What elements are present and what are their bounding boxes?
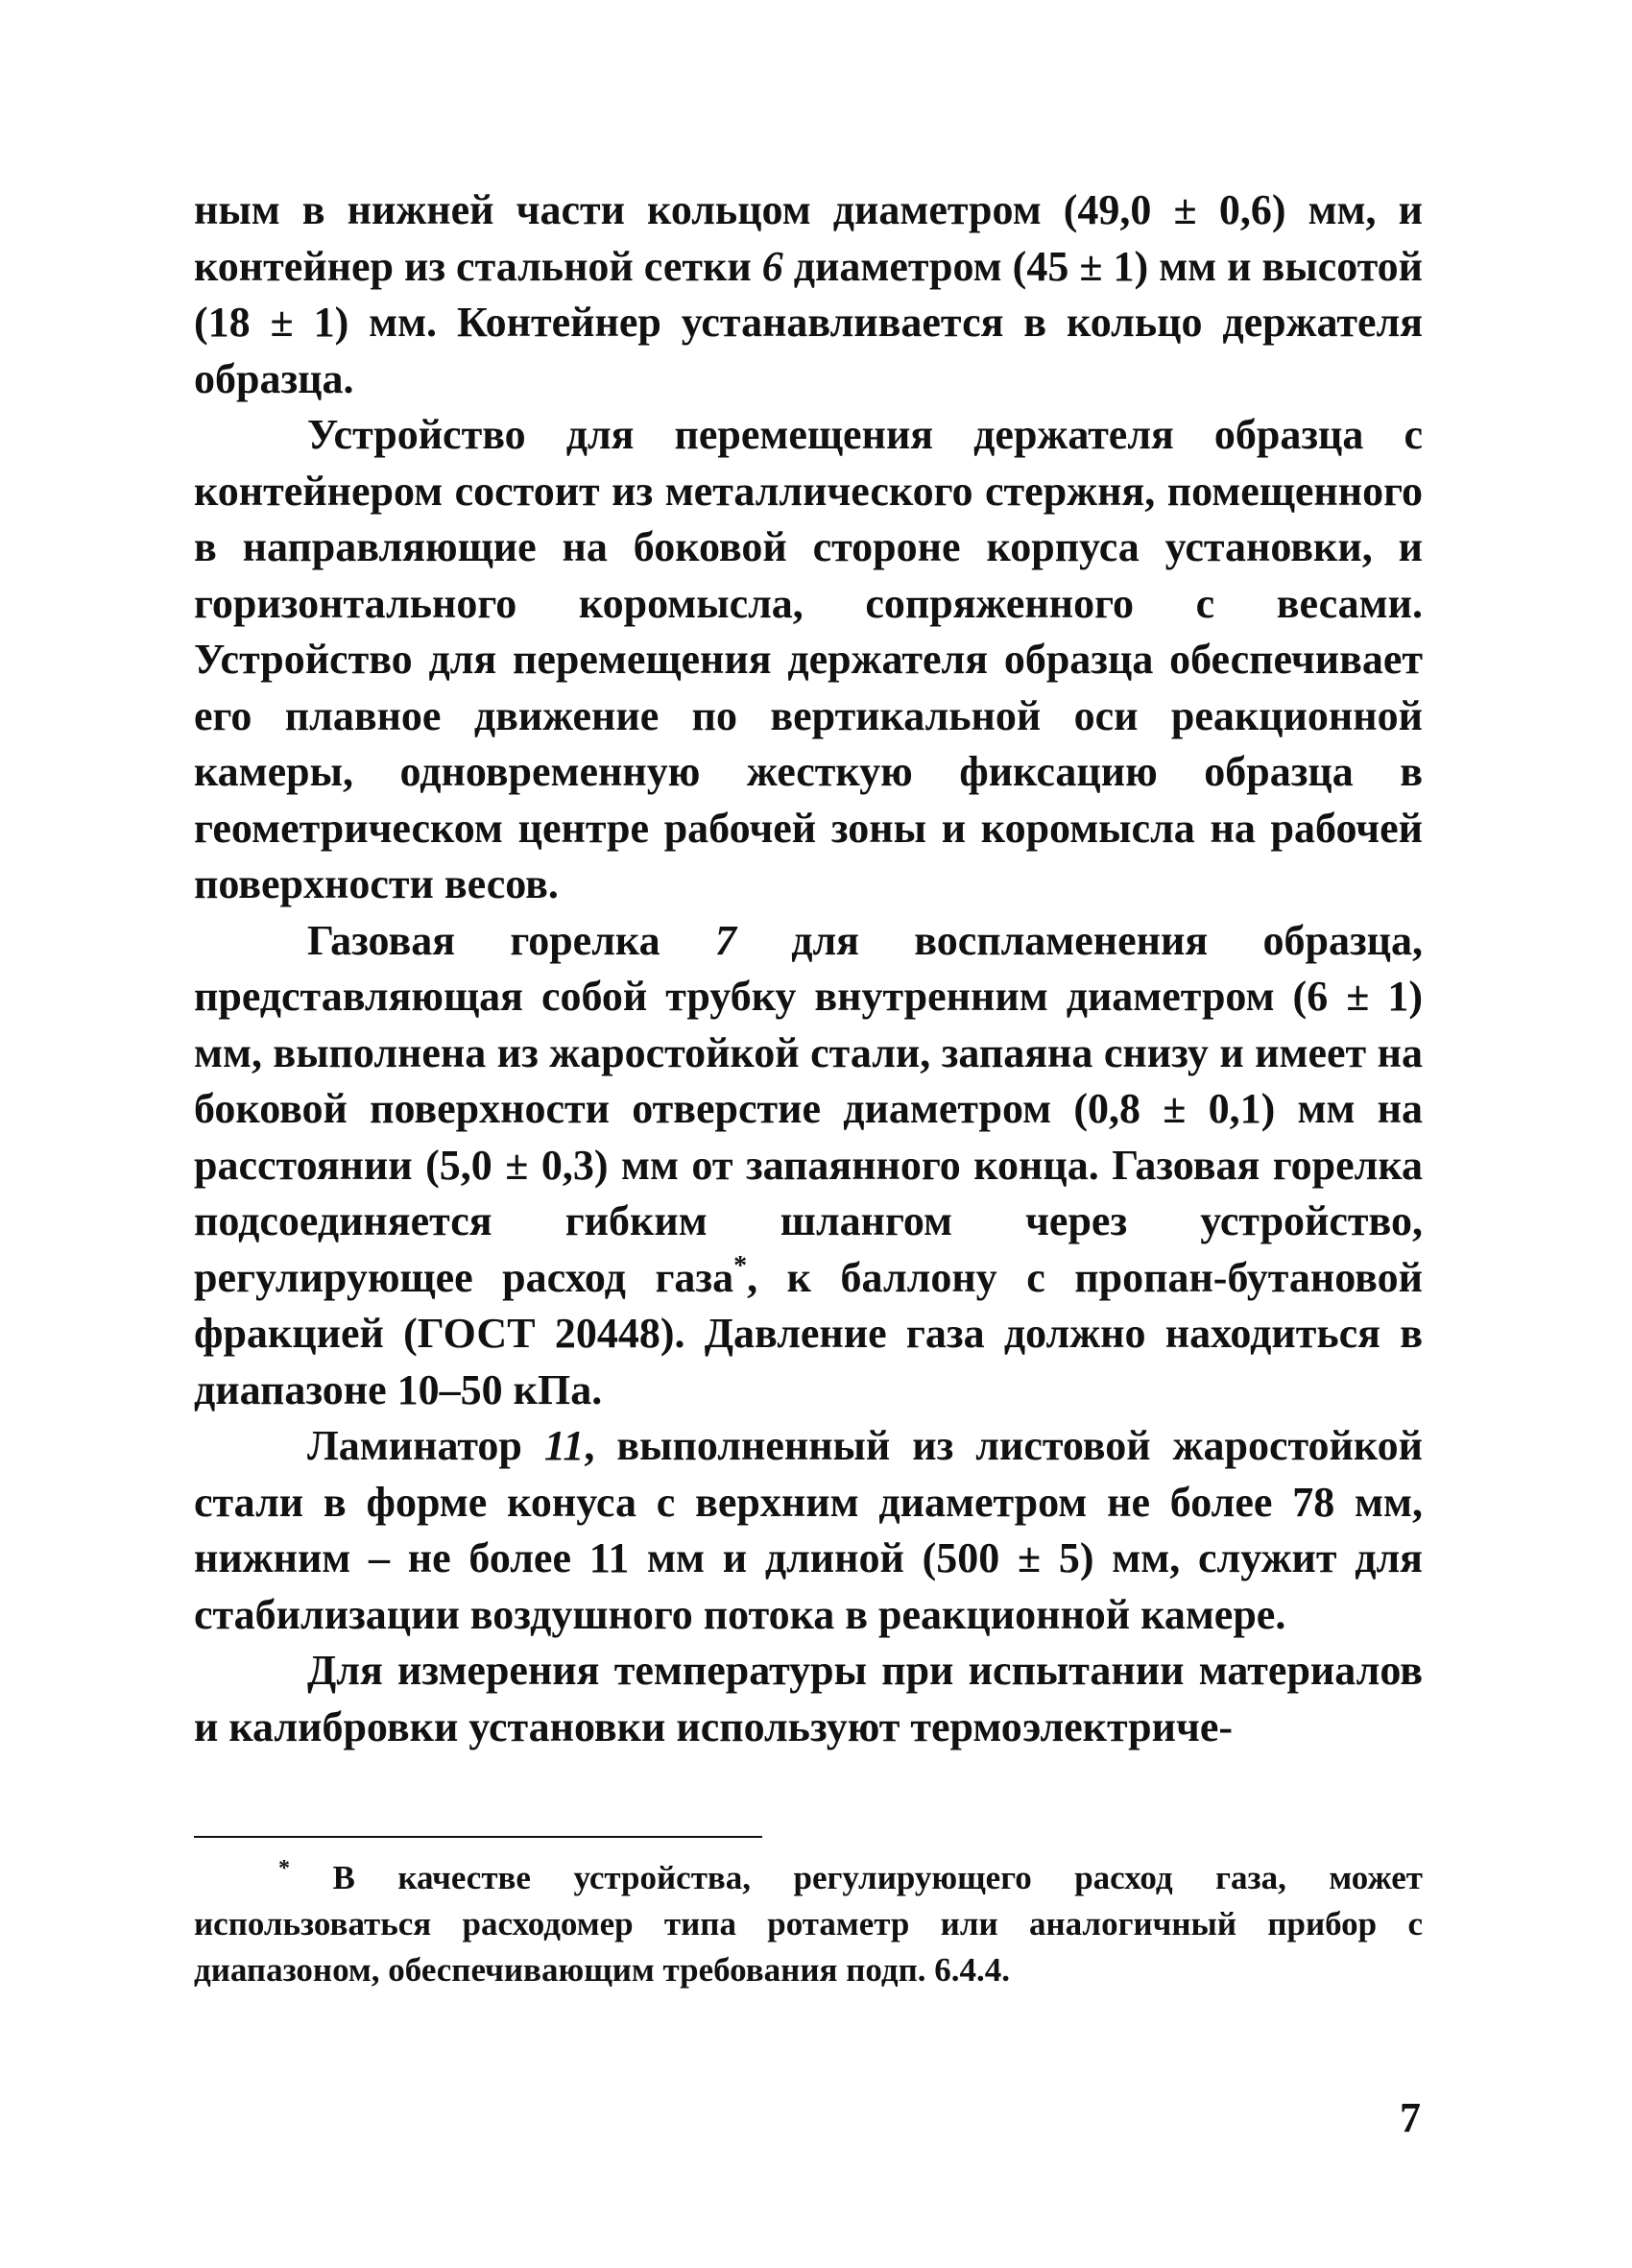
paragraph bbox=[194, 407, 1423, 913]
paragraph-text-run: Для измерения температуры при испытании материалов и калибровки установки используют термоэлектриче- bbox=[194, 1647, 1423, 1750]
figure-reference-number: 7 bbox=[714, 916, 736, 964]
paragraph-text-run: , выполненный из листовой жаростойкой стали в форме конуса с верхним диаметром не более 78 мм, нижним – не более 11 мм и длиной (500 ± 5) мм, служит для стабилизации воздушного потока в реакционной камере. bbox=[194, 1422, 1424, 1638]
figure-reference-number: 11 bbox=[543, 1422, 585, 1469]
paragraph bbox=[194, 1418, 1423, 1643]
paragraph bbox=[194, 182, 1423, 407]
page-number: 7 bbox=[1400, 2094, 1421, 2141]
paragraph-text-run: , к баллону с пропан-бутановой фракцией (ГОСТ 20448). Давление газа должно находиться в диапазоне 10–50 кПа. bbox=[194, 1253, 1423, 1413]
footnote-divider bbox=[194, 1836, 762, 1838]
paragraph-text-run: Устройство для перемещения держателя образца с контейнером состоит из металлического стержня, помещенного в направляющие на боковой стороне корпуса установки, и горизонтального коромысла, сопряженного с весами. Устройство для перемещения держателя образца обеспечивает его плавное движение по вертикальной оси реакционной камеры, одновременную жесткую фиксацию образца в геометрическом центре рабочей зоны и коромысла на рабочей поверхности весов. bbox=[194, 411, 1423, 907]
paragraph-text-run: для воспламенения образца, представляющая собой трубку внутренним диаметром (6 ± 1) мм, выполнена из жаростойкой стали, запаяна снизу и имеет на боковой поверхности отверстие диаметром (0,8 ± 0,1) мм на расстоянии (5,0 ± 0,3) мм от запаянного конца. Газовая горелка подсоединяется гибким шлангом через устройство, регулирующее расход газа bbox=[194, 916, 1424, 1301]
body-text bbox=[194, 182, 1423, 1755]
paragraph bbox=[194, 1643, 1423, 1755]
figure-reference-number: 6 bbox=[761, 242, 783, 290]
paragraph-text-run: Газовая горелка bbox=[307, 916, 715, 964]
paragraph-text-run: Ламинатор bbox=[307, 1422, 544, 1469]
paragraph-text-run: диаметром (45 ± 1) мм и высотой (18 ± 1) мм. Контейнер устанавливается в кольцо держателя образца. bbox=[194, 242, 1423, 402]
paragraph bbox=[194, 913, 1423, 1419]
footnote bbox=[194, 1855, 1423, 1993]
paragraph-text-run: ным в нижней части кольцом диаметром (49,0 ± 0,6) мм, и контейнер из стальной сетки bbox=[194, 186, 1423, 290]
footnote-reference-mark: * bbox=[733, 1250, 748, 1281]
footnote-text: В качестве устройства, регулирующего расход газа, может использоваться расходомер типа ротаметр или аналогичный прибор с диапазоном, обеспечивающим требования подп. 6.4.4. bbox=[194, 1859, 1423, 1989]
footnote-mark: * bbox=[278, 1856, 290, 1881]
